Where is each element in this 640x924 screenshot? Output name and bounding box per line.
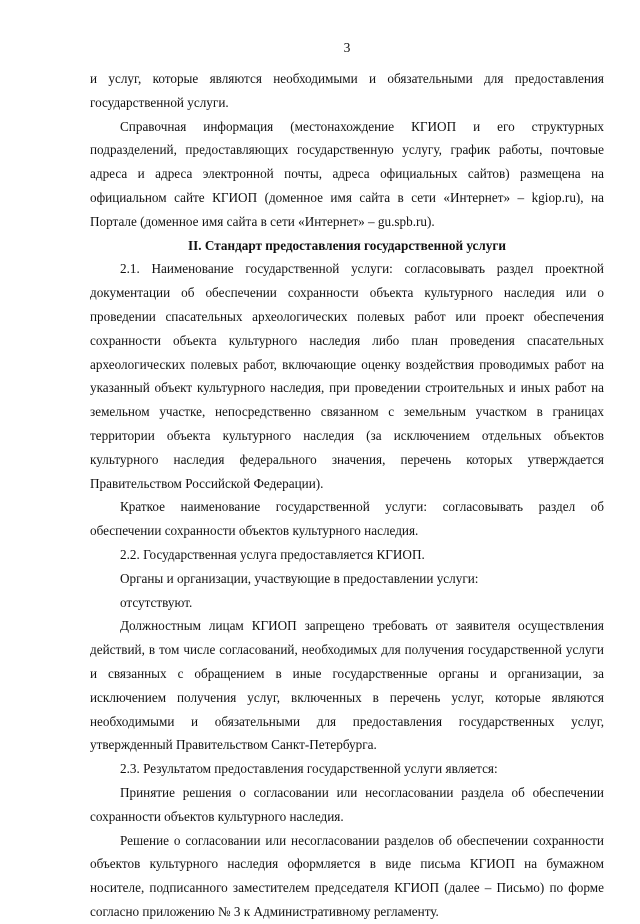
paragraph-reference-info: Справочная информация (местонахождение КГИОП и его структурных подразделений, предоставляющих государственную услугу, график работы, почтовые адреса и адреса электронной почты, адреса официальных сайтов) размещена на официальном сайте КГИОП (доменное имя сайта в сети «Интернет» – kgiop.ru), на Портале (доменное имя сайта в сети «Интернет» – gu.spb.ru).	[90, 118, 604, 229]
paragraph-letter-form: Решение о согласовании или несогласовании разделов об обеспечении сохранности объектов культурного наследия оформляется в виде письма КГИОП на бумажном носителе, подписанного заместителем председателя КГИОП (далее – Письмо) по форме согласно приложению № 3 к Административному регламенту.	[90, 832, 604, 919]
page-number: 3	[343, 40, 351, 55]
paragraph-participating-bodies: Органы и организации, участвующие в предоставлении услуги:	[120, 570, 479, 586]
paragraph-prohibition: Должностным лицам КГИОП запрещено требовать от заявителя осуществления действий, в том числе согласований, необходимых для получения государственной услуги и связанных с обращением в иные государственные органы и организации, за исключением получения услуг, включенных в перечень услуг, которые являются необходимыми и обязательными для предоставления государственных услуг, утвержденный Правительством Санкт-Петербурга.	[90, 618, 604, 753]
paragraph-2-1-service-name: 2.1. Наименование государственной услуги: согласовывать раздел проектной документации об обеспечении сохранности объекта культурного наследия или о проведении спасательных археологических полевых работ или проект обеспечения сохранности объекта культурного наследия либо план проведения спасательных археологических полевых работ, включающие оценку воздействия проводимых работ на указанный объект культурного наследия, при проведении строительных и иных работ на земельном участке, непосредственно связанном с земельным участком в границах территории объекта культурного наследия (за исключением отдельных объектов культурного наследия федерального значения, перечень которых утверждается Правительством Российской Федерации).	[90, 261, 604, 491]
paragraph-2-3-result: 2.3. Результатом предоставления государственной услуги является:	[120, 761, 498, 777]
paragraph-continuation: и услуг, которые являются необходимыми и обязательными для предоставления государственной услуги.	[90, 71, 604, 110]
paragraph-absent: отсутствуют.	[120, 594, 193, 610]
section-heading: II. Стандарт предоставления государственной услуги	[188, 237, 506, 253]
paragraph-short-name: Краткое наименование государственной услуги: согласовывать раздел об обеспечении сохранности объектов культурного наследия.	[90, 499, 604, 539]
paragraph-decision: Принятие решения о согласовании или несогласовании раздела об обеспечении сохранности объектов культурного наследия.	[90, 784, 604, 824]
paragraph-2-2-provider: 2.2. Государственная услуга предоставляется КГИОП.	[120, 546, 425, 562]
